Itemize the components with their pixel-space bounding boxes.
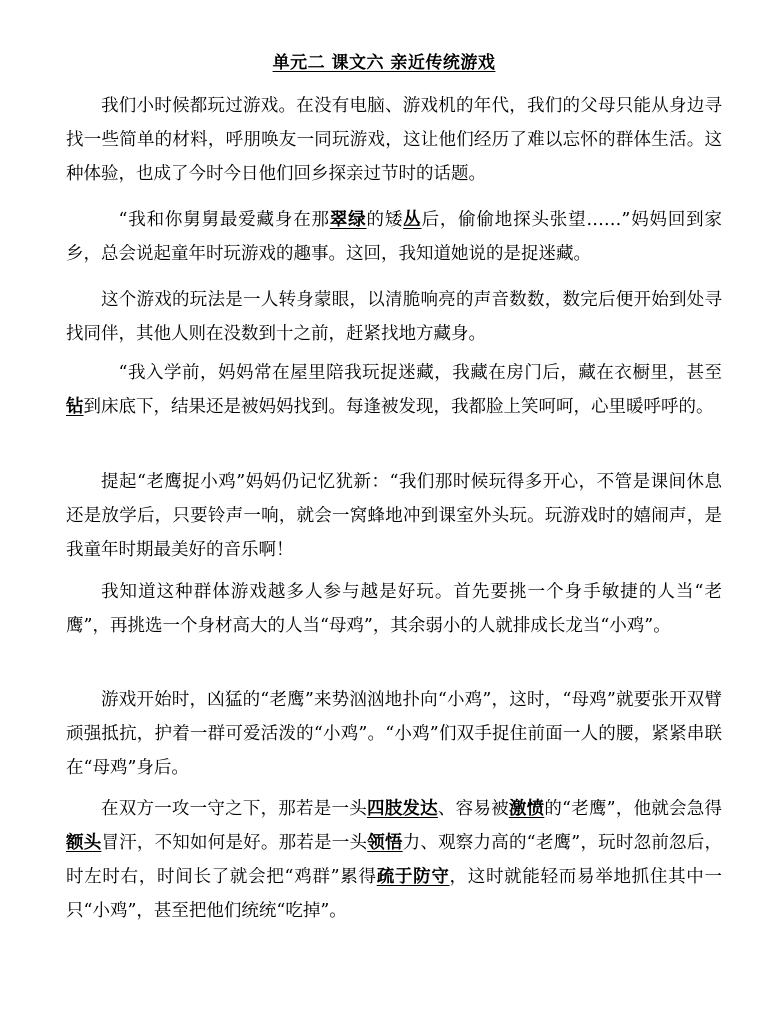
vocab-highlight: 疏于防守 xyxy=(376,867,450,887)
vocab-highlight: 额头 xyxy=(66,833,102,853)
paragraph-text: 力、观察力高的“老鹰”，玩时忽前忽后，时左时右，时间长了就会把“鸡群”累得 xyxy=(66,833,722,887)
vocab-highlight: 领悟 xyxy=(367,833,403,853)
vocab-highlight: 丛 xyxy=(403,210,422,230)
paragraph-7 xyxy=(66,683,722,785)
paragraph-text: ，这时就能轻而易举地抓住其中一只“小鸡”，甚至把他们统统“吃掉”。 xyxy=(66,867,722,921)
paragraph-text: “我和你舅舅最爱藏身在那 xyxy=(118,210,330,230)
paragraph-text: 到床底下，结果还是被妈妈找到。每逢被发现，我都脸上笑呵呵，心里暖呼呼的。 xyxy=(83,397,714,417)
vocab-highlight: 钻 xyxy=(66,397,84,417)
paragraph-5 xyxy=(66,465,722,567)
paragraph-3 xyxy=(66,283,722,351)
paragraph-text: 冒汗，不知如何是好。那若是一头 xyxy=(101,833,368,853)
page-title: 单元二 课文六 亲近传统游戏 xyxy=(272,53,496,73)
paragraph-1 xyxy=(66,89,722,191)
paragraph-text: 的矮 xyxy=(366,210,404,230)
paragraph-8 xyxy=(66,792,722,928)
paragraph-text: 在双方一攻一守之下，那若是一头 xyxy=(101,799,367,819)
vocab-highlight: 四肢发达 xyxy=(366,799,438,819)
paragraph-4 xyxy=(66,356,722,424)
vocab-highlight: 翠绿 xyxy=(329,210,367,230)
paragraph-text: 的“老鹰”，他就会急得 xyxy=(544,799,723,819)
paragraph-text: 这个游戏的玩法是一人转身蒙眼，以清脆响亮的声音数数，数完后便开始到处寻找同伴，其他人则在没数到十之前，赶紧找地方藏身。 xyxy=(66,290,722,344)
paragraph-text: 提起“老鹰捉小鸡”妈妈仍记忆犹新：“我们那时候玩得多开心，不管是课间休息还是放学后，只要铃声一响，就会一窝蜂地冲到课室外头玩。玩游戏时的嬉闹声，是我童年时期最美好的音乐啊！ xyxy=(66,472,722,560)
paragraph-6 xyxy=(66,575,722,643)
paragraph-text: 后，偷偷地探头张望……”妈妈回到家乡，总会说起童年时玩游戏的趣事。这回，我知道她说的是捉迷藏。 xyxy=(66,210,723,264)
paragraph-text: 、容易被 xyxy=(437,799,509,819)
paragraph-text: 游戏开始时，凶猛的“老鹰”来势汹汹地扑向“小鸡”，这时，“母鸡”就要张开双臂顽强抵抗，护着一群可爱活泼的“小鸡”。“小鸡”们双手捉住前面一人的腰，紧紧串联在“母鸡”身后。 xyxy=(66,690,722,778)
paragraph-text: 我知道这种群体游戏越多人参与越是好玩。首先要挑一个身手敏捷的人当“老鹰”，再挑选一个身材高大的人当“母鸡”，其余弱小的人就排成长龙当“小鸡”。 xyxy=(66,582,722,636)
paragraph-text: “我入学前，妈妈常在屋里陪我玩捉迷藏，我藏在房门后，藏在衣橱里，甚至 xyxy=(118,363,722,383)
paragraph-text: 我们小时候都玩过游戏。在没有电脑、游戏机的年代，我们的父母只能从身边寻找一些简单的材料，呼朋唤友一同玩游戏，这让他们经历了难以忘怀的群体生活。这种体验，也成了今时今日他们回乡探亲过节时的话题。 xyxy=(66,96,722,184)
vocab-highlight: 激愤 xyxy=(508,799,545,819)
paragraph-2 xyxy=(66,203,722,271)
